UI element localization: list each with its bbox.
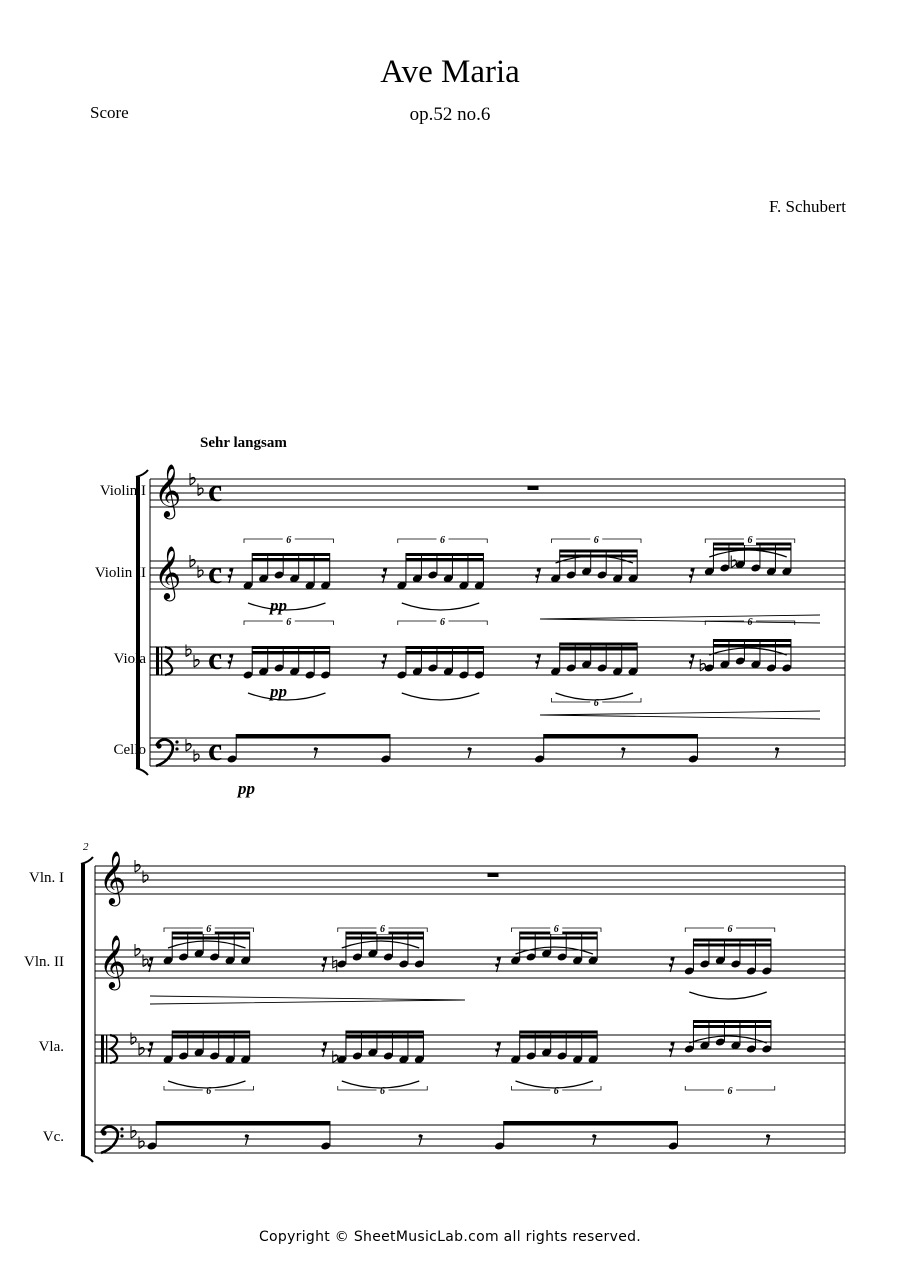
beam xyxy=(406,646,484,649)
rest-dot xyxy=(775,747,779,751)
beam xyxy=(236,734,390,738)
rest-dot xyxy=(495,1048,499,1052)
treble-clef-icon: 𝄞 xyxy=(154,465,182,516)
beam xyxy=(693,1025,771,1028)
tuplet-number: 6 xyxy=(286,617,292,628)
rest-dot xyxy=(229,568,233,572)
rest-dot xyxy=(381,574,385,578)
instrument-label: Violin II xyxy=(94,565,146,581)
bass-clef-icon xyxy=(120,1134,123,1137)
instrument-label: Cello xyxy=(113,742,146,758)
tuplet-number: 6 xyxy=(747,617,753,628)
rest-dot xyxy=(149,957,153,961)
decrescendo-hairpin xyxy=(150,996,465,1004)
common-time-signature: c xyxy=(208,731,223,767)
crescendo-hairpin xyxy=(540,711,820,719)
system-bracket xyxy=(81,1155,93,1162)
beam xyxy=(172,1031,250,1034)
beam xyxy=(693,944,771,947)
composer-name: F. Schubert xyxy=(768,197,846,216)
system-bracket xyxy=(136,470,148,477)
whole-rest xyxy=(488,873,499,877)
dynamic-marking: pp xyxy=(270,596,287,615)
beam xyxy=(520,1036,598,1039)
instrument-label: Vln. II xyxy=(24,954,64,970)
beam xyxy=(406,651,484,654)
tuplet-number: 6 xyxy=(380,1086,385,1097)
rest-dot xyxy=(497,957,501,961)
rest-dot xyxy=(383,654,387,658)
rest-dot xyxy=(670,1042,674,1046)
instrument-label: Vc. xyxy=(42,1129,64,1145)
bass-clef-icon xyxy=(175,747,178,750)
tuplet-number: 6 xyxy=(380,924,385,935)
beam xyxy=(346,1036,424,1039)
rest-dot xyxy=(689,574,693,578)
tuplet-number: 6 xyxy=(206,1086,212,1097)
beam xyxy=(713,644,791,647)
tuplet-number: 6 xyxy=(440,535,445,546)
rest-dot xyxy=(537,654,541,658)
common-time-signature: c xyxy=(208,472,223,508)
rest-dot xyxy=(535,574,539,578)
alto-clef-icon xyxy=(156,647,159,675)
rest-dot xyxy=(323,957,327,961)
rest-dot xyxy=(592,1134,596,1138)
system-bracket xyxy=(136,768,148,775)
alto-clef-icon xyxy=(101,1035,104,1063)
measure-number: 2 xyxy=(83,841,89,853)
rest-dot xyxy=(689,660,693,664)
tuplet-number: 6 xyxy=(206,924,212,935)
rest-dot xyxy=(621,747,625,751)
beam xyxy=(560,643,638,646)
rest-dot xyxy=(321,1048,325,1052)
beam xyxy=(346,937,424,940)
tuplet-number: 6 xyxy=(553,1086,559,1097)
rest-dot xyxy=(228,660,232,664)
flat-sign xyxy=(198,488,203,496)
beam xyxy=(544,734,698,738)
tuplet-number: 6 xyxy=(727,924,733,935)
treble-clef-icon: 𝄞 xyxy=(154,547,182,598)
instrument-label: Viola xyxy=(113,651,146,667)
system-bracket xyxy=(136,477,140,768)
whole-rest xyxy=(528,486,539,490)
flat-sign xyxy=(198,570,203,578)
flat-sign xyxy=(143,875,148,883)
system-bracket xyxy=(81,857,93,864)
beam xyxy=(713,639,791,642)
flat-sign xyxy=(131,1037,136,1045)
common-time-signature: c xyxy=(208,640,223,676)
common-time-signature: c xyxy=(208,554,223,590)
rest-dot xyxy=(321,963,325,967)
rest-dot xyxy=(690,654,694,658)
rest-dot xyxy=(537,568,541,572)
score-subtitle: op.52 no.6 xyxy=(409,104,491,125)
beam xyxy=(156,1121,330,1125)
beam xyxy=(172,937,250,940)
tuplet-number: 6 xyxy=(727,1086,733,1097)
rest-dot xyxy=(419,1134,423,1138)
beam xyxy=(346,1031,424,1034)
beam xyxy=(560,648,638,651)
treble-clef-icon: 𝄞 xyxy=(99,936,127,987)
rest-dot xyxy=(669,1048,673,1052)
rest-dot xyxy=(381,660,385,664)
copyright-footer: Copyright © SheetMusicLab.com all rights reserved. xyxy=(258,1229,642,1245)
rest-dot xyxy=(690,568,694,572)
system-bracket xyxy=(81,864,85,1155)
beam xyxy=(252,553,330,556)
instrument-label: Violin I xyxy=(99,483,146,499)
instrument-label: Vln. I xyxy=(29,870,64,886)
tuplet-number: 6 xyxy=(553,924,559,935)
flat-sign xyxy=(700,664,705,672)
rest-dot xyxy=(148,1048,152,1052)
flat-sign xyxy=(186,649,191,657)
rest-dot xyxy=(245,1134,249,1138)
flat-sign xyxy=(139,1141,144,1149)
flat-sign xyxy=(194,754,199,762)
rest-dot xyxy=(148,963,152,967)
rest-dot xyxy=(149,1042,153,1046)
dynamic-marking: pp xyxy=(238,779,255,798)
tuplet-number: 6 xyxy=(286,535,292,546)
rest-dot xyxy=(323,1042,327,1046)
rest-dot xyxy=(669,963,673,967)
tuplet-number: 6 xyxy=(593,698,599,709)
tuplet-number: 6 xyxy=(593,535,599,546)
bass-clef-icon xyxy=(101,1130,106,1135)
rest-dot xyxy=(228,574,232,578)
rest-dot xyxy=(497,1042,501,1046)
slur xyxy=(689,992,767,999)
tuplet-number: 6 xyxy=(747,535,753,546)
beam xyxy=(520,1031,598,1034)
flat-sign xyxy=(143,959,148,967)
rest-dot xyxy=(766,1134,770,1138)
rest-dot xyxy=(383,568,387,572)
crescendo-hairpin xyxy=(540,615,820,623)
tuplet-number: 6 xyxy=(440,617,445,628)
beam xyxy=(252,651,330,654)
beam xyxy=(520,937,598,940)
beam xyxy=(252,558,330,561)
score-title: Ave Maria xyxy=(380,54,520,90)
rest-dot xyxy=(468,747,472,751)
bass-clef-icon xyxy=(175,740,178,743)
beam xyxy=(693,1020,771,1023)
rest-dot xyxy=(495,963,499,967)
instrument-label: Vla. xyxy=(38,1039,64,1055)
tempo-marking: Sehr langsam xyxy=(200,435,287,451)
beam xyxy=(560,550,638,553)
beam xyxy=(172,1036,250,1039)
dynamic-marking: pp xyxy=(270,682,287,701)
beam xyxy=(406,553,484,556)
score-label: Score xyxy=(90,103,129,122)
rest-dot xyxy=(314,747,318,751)
rest-dot xyxy=(229,654,233,658)
beam xyxy=(252,646,330,649)
slur xyxy=(402,693,480,700)
beam xyxy=(406,558,484,561)
slur xyxy=(402,603,480,610)
bass-clef-icon xyxy=(120,1127,123,1130)
treble-clef-icon: 𝄞 xyxy=(99,852,127,903)
rest-dot xyxy=(535,660,539,664)
beam xyxy=(693,939,771,942)
rest-dot xyxy=(670,957,674,961)
bass-clef-icon xyxy=(156,743,161,748)
beam xyxy=(504,1121,678,1125)
